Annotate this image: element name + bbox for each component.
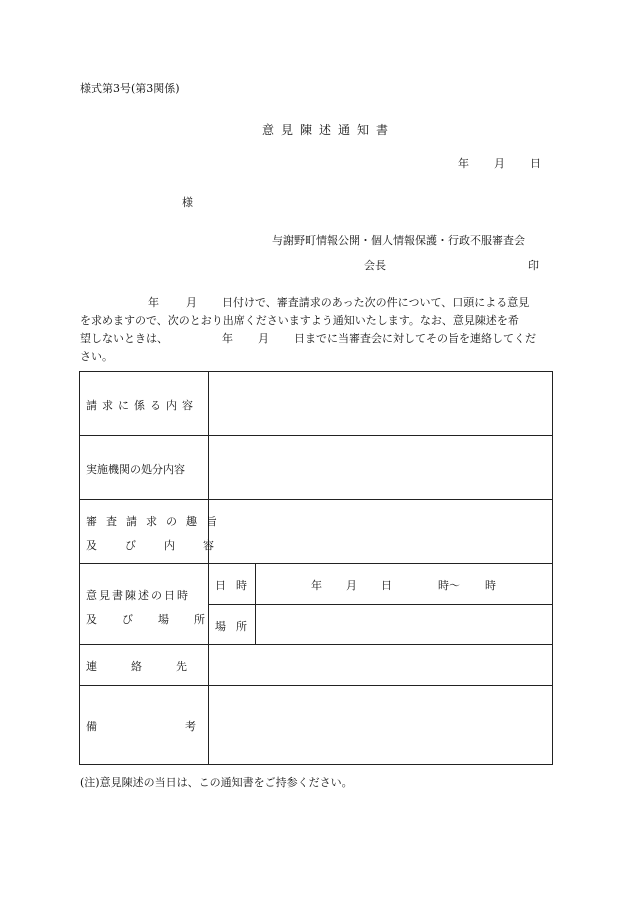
body-line3-year: 年 — [222, 332, 233, 345]
purpose-2-text: 及び内容 — [86, 539, 242, 552]
body-line3-month: 月 — [258, 332, 269, 345]
row-label-purpose-2 — [86, 537, 242, 553]
row-label-remarks: 備考 — [86, 720, 284, 733]
date-day: 日 — [530, 157, 541, 170]
datetime-day: 日 — [381, 579, 392, 592]
datetime-year: 年 — [311, 579, 322, 592]
chairperson-label: 会長 — [364, 259, 386, 272]
seal-mark: 印 — [528, 259, 539, 272]
body-line2: を求めますので、次のとおり出席くださいますよう通知いたします。なお、意見陳述を希 — [80, 314, 519, 327]
info-table — [79, 371, 553, 765]
page-title: 意見陳述通知書 — [262, 123, 396, 137]
row-label-purpose-1: 審査請求の趣旨 — [86, 515, 226, 528]
row-label-hearing-1: 意見書陳述の日時 — [86, 589, 190, 602]
datetime-label: 日時 — [215, 579, 257, 592]
body-line1-year: 年 — [148, 296, 159, 309]
body-line1-month: 月 — [186, 296, 197, 309]
committee-name: 与謝野町情報公開・個人情報保護・行政不服審査会 — [272, 234, 525, 247]
datetime-from: 時〜 — [438, 579, 460, 592]
row-value-disposition[interactable] — [210, 437, 550, 498]
datetime-to: 時 — [485, 579, 496, 592]
row-label-disposition: 実施機関の処分内容 — [86, 463, 185, 476]
row-value-request-content[interactable] — [210, 373, 550, 434]
body-line1-rest: 日付けで、審査請求のあった次の件について、口頭による意見 — [222, 296, 530, 309]
row-label-contact: 連絡先 — [86, 660, 221, 673]
row-label-request-content: 請求に係る内容 — [86, 399, 198, 412]
date-month: 月 — [494, 157, 505, 170]
body-line4: さい。 — [80, 350, 113, 363]
form-number: 様式第3号(第3関係) — [80, 82, 180, 95]
body-line3-rest: 日までに当審査会に対してその旨を連絡してくだ — [294, 332, 536, 345]
date-year: 年 — [458, 157, 469, 170]
row-value-remarks[interactable] — [210, 687, 550, 763]
footnote: (注)意見陳述の当日は、この通知書をご持参ください。 — [80, 776, 353, 789]
row-value-purpose[interactable] — [210, 501, 550, 562]
body-line3-start: 望しないときは、 — [80, 332, 168, 345]
row-value-contact[interactable] — [210, 646, 550, 684]
addressee-suffix: 様 — [182, 196, 193, 209]
datetime-month: 月 — [346, 579, 357, 592]
row-label-hearing-2: 及び場所 — [86, 613, 230, 626]
place-value[interactable] — [257, 606, 550, 643]
place-label: 場所 — [215, 620, 257, 633]
